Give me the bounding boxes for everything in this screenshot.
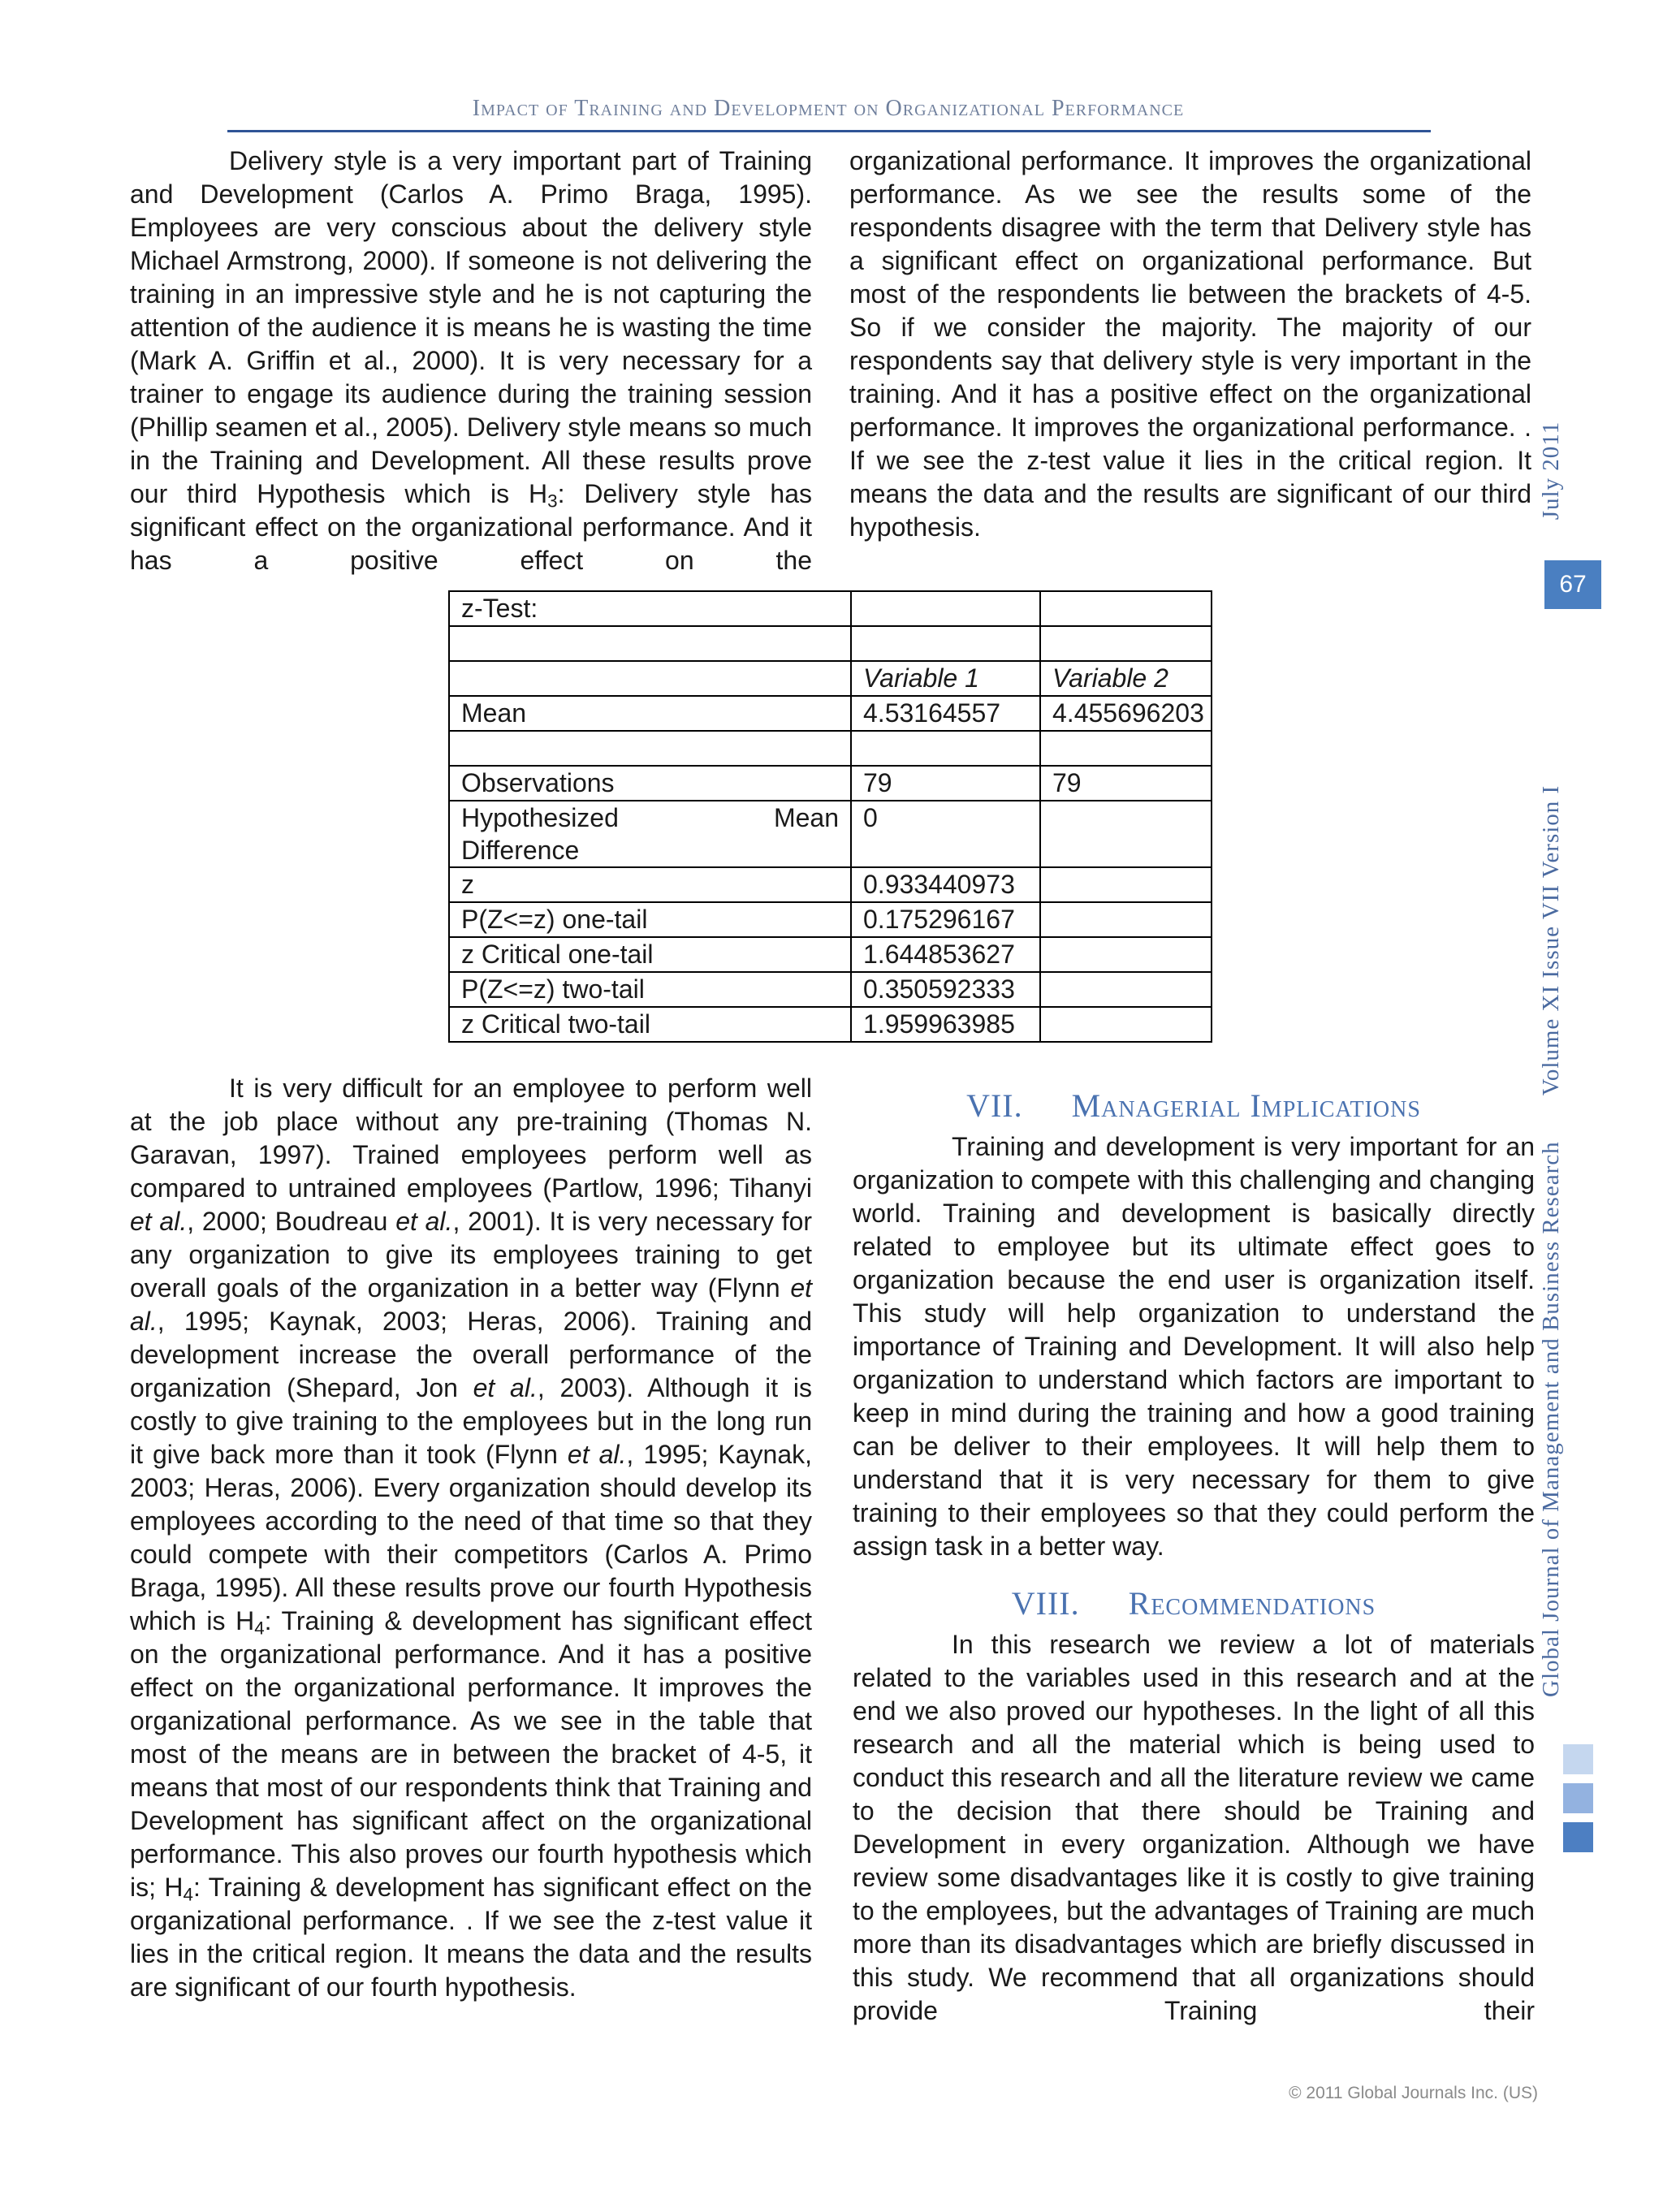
journal-title: Global Journal of Management and Business Research bbox=[1538, 1141, 1564, 1697]
decorative-square bbox=[1563, 1822, 1593, 1852]
table-row bbox=[449, 731, 1212, 766]
journal-sidebar bbox=[1535, 317, 1567, 1697]
row-label: z bbox=[449, 867, 851, 902]
cell-value: 1.644853627 bbox=[851, 937, 1040, 972]
row-label: Hypothesized Mean Difference bbox=[449, 801, 851, 867]
row-label: Mean bbox=[449, 696, 851, 731]
cell-value: 4.455696203 bbox=[1040, 696, 1212, 731]
left-column-top bbox=[130, 145, 812, 577]
cell-value: 1.959963985 bbox=[851, 1007, 1040, 1042]
column-header-variable-1: Variable 1 bbox=[851, 661, 1040, 696]
paragraph-managerial-implications: Training and development is very important for an organization to compete with this challenging and changing world. Training and development is basically directly related to employee but its ultimate effect goes to organization because the end user is organization itself. This study will help organization to understand the importance of Training and Development. It will also help organization to understand which factors are important to keep in mind during the training and how a good training can be deliver to their employees. It will help them to understand that it is very necessary for them to give training to their employees so that they could perform the assign task in a better way. bbox=[853, 1132, 1535, 1561]
row-label: z Critical one-tail bbox=[449, 937, 851, 972]
cell-value: 79 bbox=[1040, 766, 1212, 801]
right-column-top bbox=[849, 145, 1531, 544]
copyright-footer: © 2011 Global Journals Inc. (US) bbox=[1289, 2084, 1538, 2102]
row-label: P(Z<=z) two-tail bbox=[449, 972, 851, 1007]
paragraph-recommendations: In this research we review a lot of materials related to the variables used in this research and at the end we also proved our hypotheses. In the light of all this research and all the material which is being used to conduct this research and all the literature review we came to the decision that there should be Training and Development in every organization. Although we have review some disadvantages like it is costly to give training to the employees, but the advantages of Training are much more than its disadvantages which are briefly discussed in this study. We recommend that all organizations should provide Training their bbox=[853, 1630, 1535, 2025]
table-row bbox=[449, 1007, 1212, 1042]
ztest-table bbox=[448, 590, 1212, 1043]
issue-date: July 2011 bbox=[1538, 421, 1564, 521]
ztest-title: z-Test: bbox=[449, 591, 851, 626]
cell-value: 0.350592333 bbox=[851, 972, 1040, 1007]
paragraph-delivery-style: Delivery style is a very important part of Training and Development (Carlos A. Primo Braga, 1995). Employees are very conscious about the delivery style Michael Armstrong, 2000). If someone is not delivering the training in an impressive style and he is not capturing the attention of the audience it is means he is wasting the time (Mark A. Griffin et al., 2000). It is very necessary for a trainer to engage its audience during the training session (Phillip seamen et al., 2005). Delivery style means so much in the Training and Development. All these results prove our third Hypothesis which is $H_3$: Delivery style has significant effect on the organizational performance. And it has a positive effect on the bbox=[130, 146, 813, 575]
cell-value: 0.175296167 bbox=[851, 902, 1040, 937]
decorative-square bbox=[1563, 1783, 1593, 1813]
table-row bbox=[449, 867, 1212, 902]
row-label: Observations bbox=[449, 766, 851, 801]
table-row bbox=[449, 696, 1212, 731]
left-column-bottom bbox=[130, 1072, 812, 2004]
table-row bbox=[449, 972, 1212, 1007]
cell-value: 0.933440973 bbox=[851, 867, 1040, 902]
running-header: Impact of Training and Development on Organizational Performance bbox=[472, 96, 1185, 121]
row-label: z Critical two-tail bbox=[449, 1007, 851, 1042]
cell-value: 4.53164557 bbox=[851, 696, 1040, 731]
column-header-variable-2: Variable 2 bbox=[1040, 661, 1212, 696]
volume-info: Volume XI Issue VII Version I bbox=[1538, 784, 1564, 1096]
header-rule bbox=[227, 130, 1431, 132]
section-heading-managerial-implications: VII. Managerial Implications bbox=[966, 1087, 1421, 1124]
cell-value: 79 bbox=[851, 766, 1040, 801]
page-number: 67 bbox=[1544, 560, 1601, 609]
table-row bbox=[449, 591, 1212, 626]
right-column-bottom bbox=[853, 1082, 1535, 2028]
paragraph-delivery-results: organizational performance. It improves the organizational performance. As we see the results some of the respondents disagree with the term that Delivery style has a significant effect on organizational performance. But most of the respondents lie between the brackets of 4-5. So if we consider the majority. The majority of our respondents say that delivery style is very important in the training. And it has a positive effect on the organizational performance. It improves the organizational performance. . If we see the z-test value it lies in the critical region. It means the data and the results are significant of our third hypothesis. bbox=[849, 146, 1531, 542]
row-label: P(Z<=z) one-tail bbox=[449, 902, 851, 937]
cell-value: 0 bbox=[851, 801, 1040, 867]
section-heading-recommendations: VIII. Recommendations bbox=[1011, 1585, 1376, 1622]
decorative-square bbox=[1563, 1744, 1593, 1774]
table-row bbox=[449, 661, 1212, 696]
table-row bbox=[449, 801, 1212, 867]
table-row bbox=[449, 937, 1212, 972]
table-row bbox=[449, 766, 1212, 801]
table-row bbox=[449, 902, 1212, 937]
paragraph-pre-training: It is very difficult for an employee to perform well at the job place without any pre-training (Thomas N. Garavan, 1997). Trained employees perform well as compared to untrained employees (Partlow, 1996; Tihanyi et al., 2000; Boudreau et al., 2001). It is very necessary for any organization to give its employees training to get overall goals of the organization in a better way (Flynn et al., 1995; Kaynak, 2003; Heras, 2006). Training and development increase the overall performance of the organization (Shepard, Jon et al., 2003). Although it is costly to give training to the employees but in the long run it give back more than it took (Flynn et al., 1995; Kaynak, 2003; Heras, 2006). Every organization should develop its employees according to the need of that time so that they could compete with their competitors (Carlos A. Primo Braga, 1995). All these results prove our fourth Hypothesis which is $H_4$: Training & development has significant effect on the organizational performance. And it has a positive effect on the organizational performance. It improves the organizational performance. As we see in the table that most of the means are in between the bracket of 4-5, it means that most of our respondents think that Training and Development has significant affect on the organizational performance. This also proves our fourth hypothesis which is; $H_4$: Training & development has significant effect on the organizational performance. . If we see the z-test value it lies in the critical region. It means the data and the results are significant of our fourth hypothesis. bbox=[130, 1074, 813, 2002]
table-row bbox=[449, 626, 1212, 661]
